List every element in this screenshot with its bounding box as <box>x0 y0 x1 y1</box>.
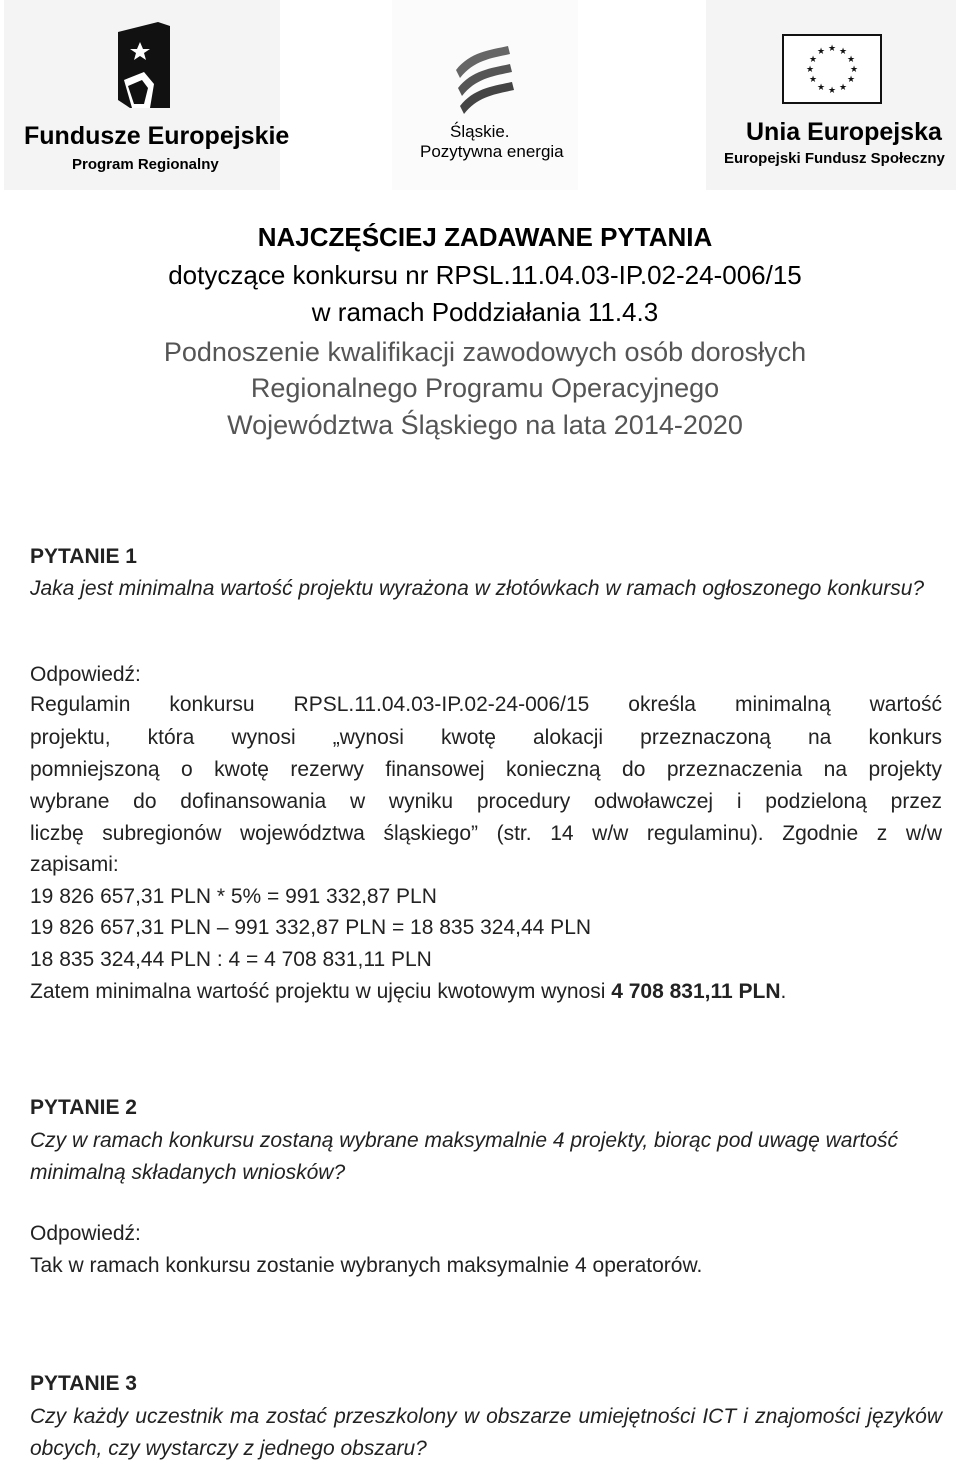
fundusze-europejskie-logo <box>4 0 290 190</box>
summary-end: . <box>780 980 787 1003</box>
svg-text:★: ★ <box>827 86 837 96</box>
question-1-heading: PYTANIE 1 <box>30 545 137 568</box>
calculation-line: 19 826 657,31 PLN – 991 332,87 PLN = 18 835 324,44 PLN <box>30 916 592 939</box>
answer-1-line: pomniejszoną o kwotę rezerwy finansowej konieczną do przeznaczenia na projekty <box>30 758 942 781</box>
calculation-line: 18 835 324,44 PLN : 4 = 4 708 831,11 PLN <box>30 948 432 971</box>
answer-1-line: zapisami: <box>30 853 119 876</box>
question-3-heading: PYTANIE 3 <box>30 1372 137 1395</box>
eu-flag-icon <box>782 34 882 104</box>
svg-text:★: ★ <box>816 83 826 93</box>
question-3-text: Czy każdy uczestnik ma zostać przeszkolony w obszarze umiejętności ICT i znajomości języków obcych, czy wystarczy z jednego obszaru? <box>30 1405 942 1460</box>
svg-text:★: ★ <box>838 47 848 57</box>
minimum-value: 4 708 831,11 PLN <box>611 980 781 1003</box>
fe-name: Fundusze Europejskie <box>24 122 290 150</box>
svg-text:★: ★ <box>816 47 826 57</box>
ue-subtitle: Europejski Fundusz Społeczny <box>724 150 945 167</box>
doc-subtitle-contest: dotyczące konkursu nr RPSL.11.04.03-IP.02-24-006/15 <box>168 260 802 290</box>
svg-text:★: ★ <box>849 65 859 75</box>
answer-1-line: wybrane do dofinansowania w wyniku procedury odwoławczej i podzieloną przez <box>30 790 942 813</box>
slaskie-logo <box>392 0 578 190</box>
svg-text:★: ★ <box>827 44 837 54</box>
answer-1-label: Odpowiedź: <box>30 663 141 686</box>
answer-1-summary <box>30 980 786 1004</box>
fe-subtitle: Program Regionalny <box>72 156 219 173</box>
svg-text:★: ★ <box>846 75 856 85</box>
doc-subtitle-subaction: w ramach Poddziałania 11.4.3 <box>311 297 659 327</box>
answer-1-line: projektu, która wynosi „wynosi kwotę alokacji przeznaczoną na konkurs <box>30 726 942 749</box>
doc-subtitle-program: Regionalnego Programu Operacyjnego <box>250 373 720 403</box>
svg-text:★: ★ <box>808 75 818 85</box>
question-2-heading: PYTANIE 2 <box>30 1096 137 1119</box>
svg-text:★: ★ <box>805 65 815 75</box>
svg-text:★: ★ <box>808 55 818 65</box>
svg-text:★: ★ <box>846 55 856 65</box>
answer-1-line: liczbę subregionów województwa śląskiego” (str. 14 w/w regulaminu). Zgodnie z w/w <box>30 822 942 845</box>
answer-1-line: Regulamin konkursu RPSL.11.04.03-IP.02-24-006/15 określa minimalną wartość <box>30 693 942 716</box>
unia-europejska-logo <box>706 0 956 190</box>
slaskie-waves-icon <box>450 44 520 116</box>
fe-emblem-icon <box>110 20 176 112</box>
doc-subtitle-region: Województwa Śląskiego na lata 2014-2020 <box>227 410 743 440</box>
summary-text: Zatem minimalna wartość projektu w ujęciu kwotowym wynosi <box>30 980 612 1003</box>
ue-name: Unia Europejska <box>746 118 942 146</box>
answer-2-label: Odpowiedź: <box>30 1222 141 1245</box>
question-2-text: Czy w ramach konkursu zostaną wybrane maksymalnie 4 projekty, biorąc pod uwagę wartość minimalną składanych wniosków? <box>30 1129 898 1184</box>
doc-subtitle-name: Podnoszenie kwalifikacji zawodowych osób dorosłych <box>163 337 807 367</box>
answer-2-text: Tak w ramach konkursu zostanie wybranych maksymalnie 4 operatorów. <box>30 1254 703 1277</box>
calculation-line: 19 826 657,31 PLN * 5% = 991 332,87 PLN <box>30 885 437 908</box>
question-1-text: Jaka jest minimalna wartość projektu wyrażona w złotówkach w ramach ogłoszonego konkursu? <box>30 577 925 600</box>
slaskie-subtitle: Pozytywna energia <box>420 142 564 161</box>
svg-text:★: ★ <box>838 83 848 93</box>
slaskie-name: Śląskie. <box>450 122 510 141</box>
doc-title: NAJCZĘŚCIEJ ZADAWANE PYTANIA <box>257 222 713 252</box>
